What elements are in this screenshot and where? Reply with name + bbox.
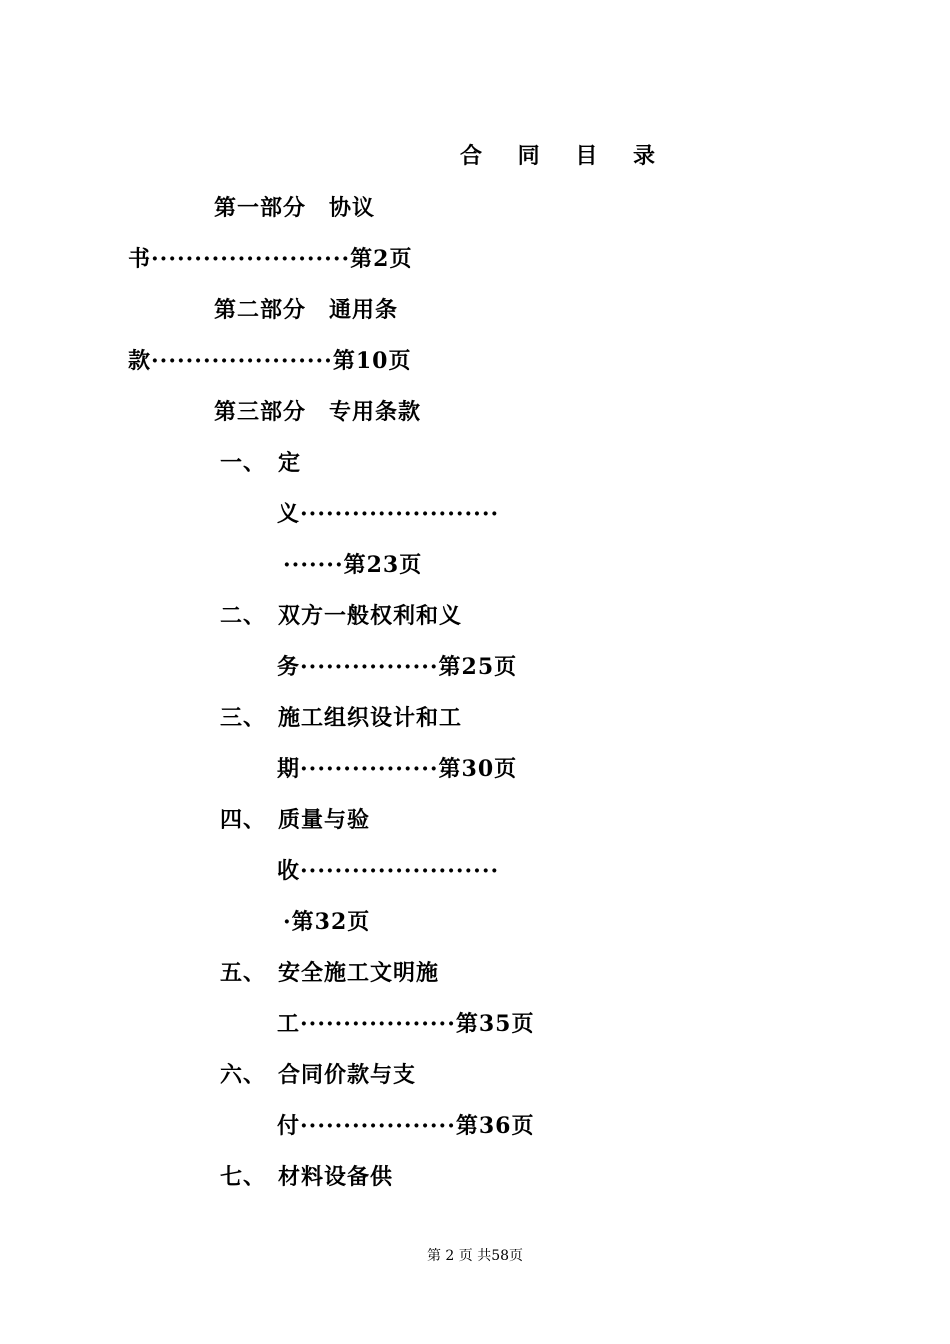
toc-section-4: 四、 质量与验 (220, 807, 371, 833)
toc-section-7: 七、 材料设备供 (220, 1164, 394, 1190)
toc-section-6: 六、 合同价款与支 (220, 1062, 417, 1088)
toc-part-2: 第二部分 通用条 (214, 297, 399, 323)
toc-section-1-cont: 义······················· (277, 501, 500, 527)
toc-title: 合 同 目 录 (460, 143, 669, 169)
toc-section-2: 二、 双方一般权利和义 (220, 603, 463, 629)
toc-part-3: 第三部分 专用条款 (214, 399, 422, 425)
toc-part-2-page: 款·····················第10页 (128, 348, 412, 374)
toc-part-1: 第一部分 协议 (214, 195, 376, 221)
toc-section-6-page: 付··················第36页 (277, 1113, 535, 1139)
toc-section-4-cont: 收······················· (277, 858, 500, 884)
page-footer: 第 2 页 共58页 (426, 1248, 524, 1264)
toc-section-5: 五、 安全施工文明施 (220, 960, 440, 986)
toc-part-1-page: 书·······················第2页 (128, 246, 413, 272)
toc-section-5-page: 工··················第35页 (277, 1011, 535, 1037)
toc-section-4-page: ·第32页 (283, 909, 371, 935)
toc-section-1-page: ·······第23页 (283, 552, 423, 578)
toc-section-3-page: 期················第30页 (277, 756, 518, 782)
toc-section-3: 三、 施工组织设计和工 (220, 705, 463, 731)
toc-section-1: 一、 定 (220, 450, 302, 476)
toc-section-2-page: 务················第25页 (277, 654, 518, 680)
